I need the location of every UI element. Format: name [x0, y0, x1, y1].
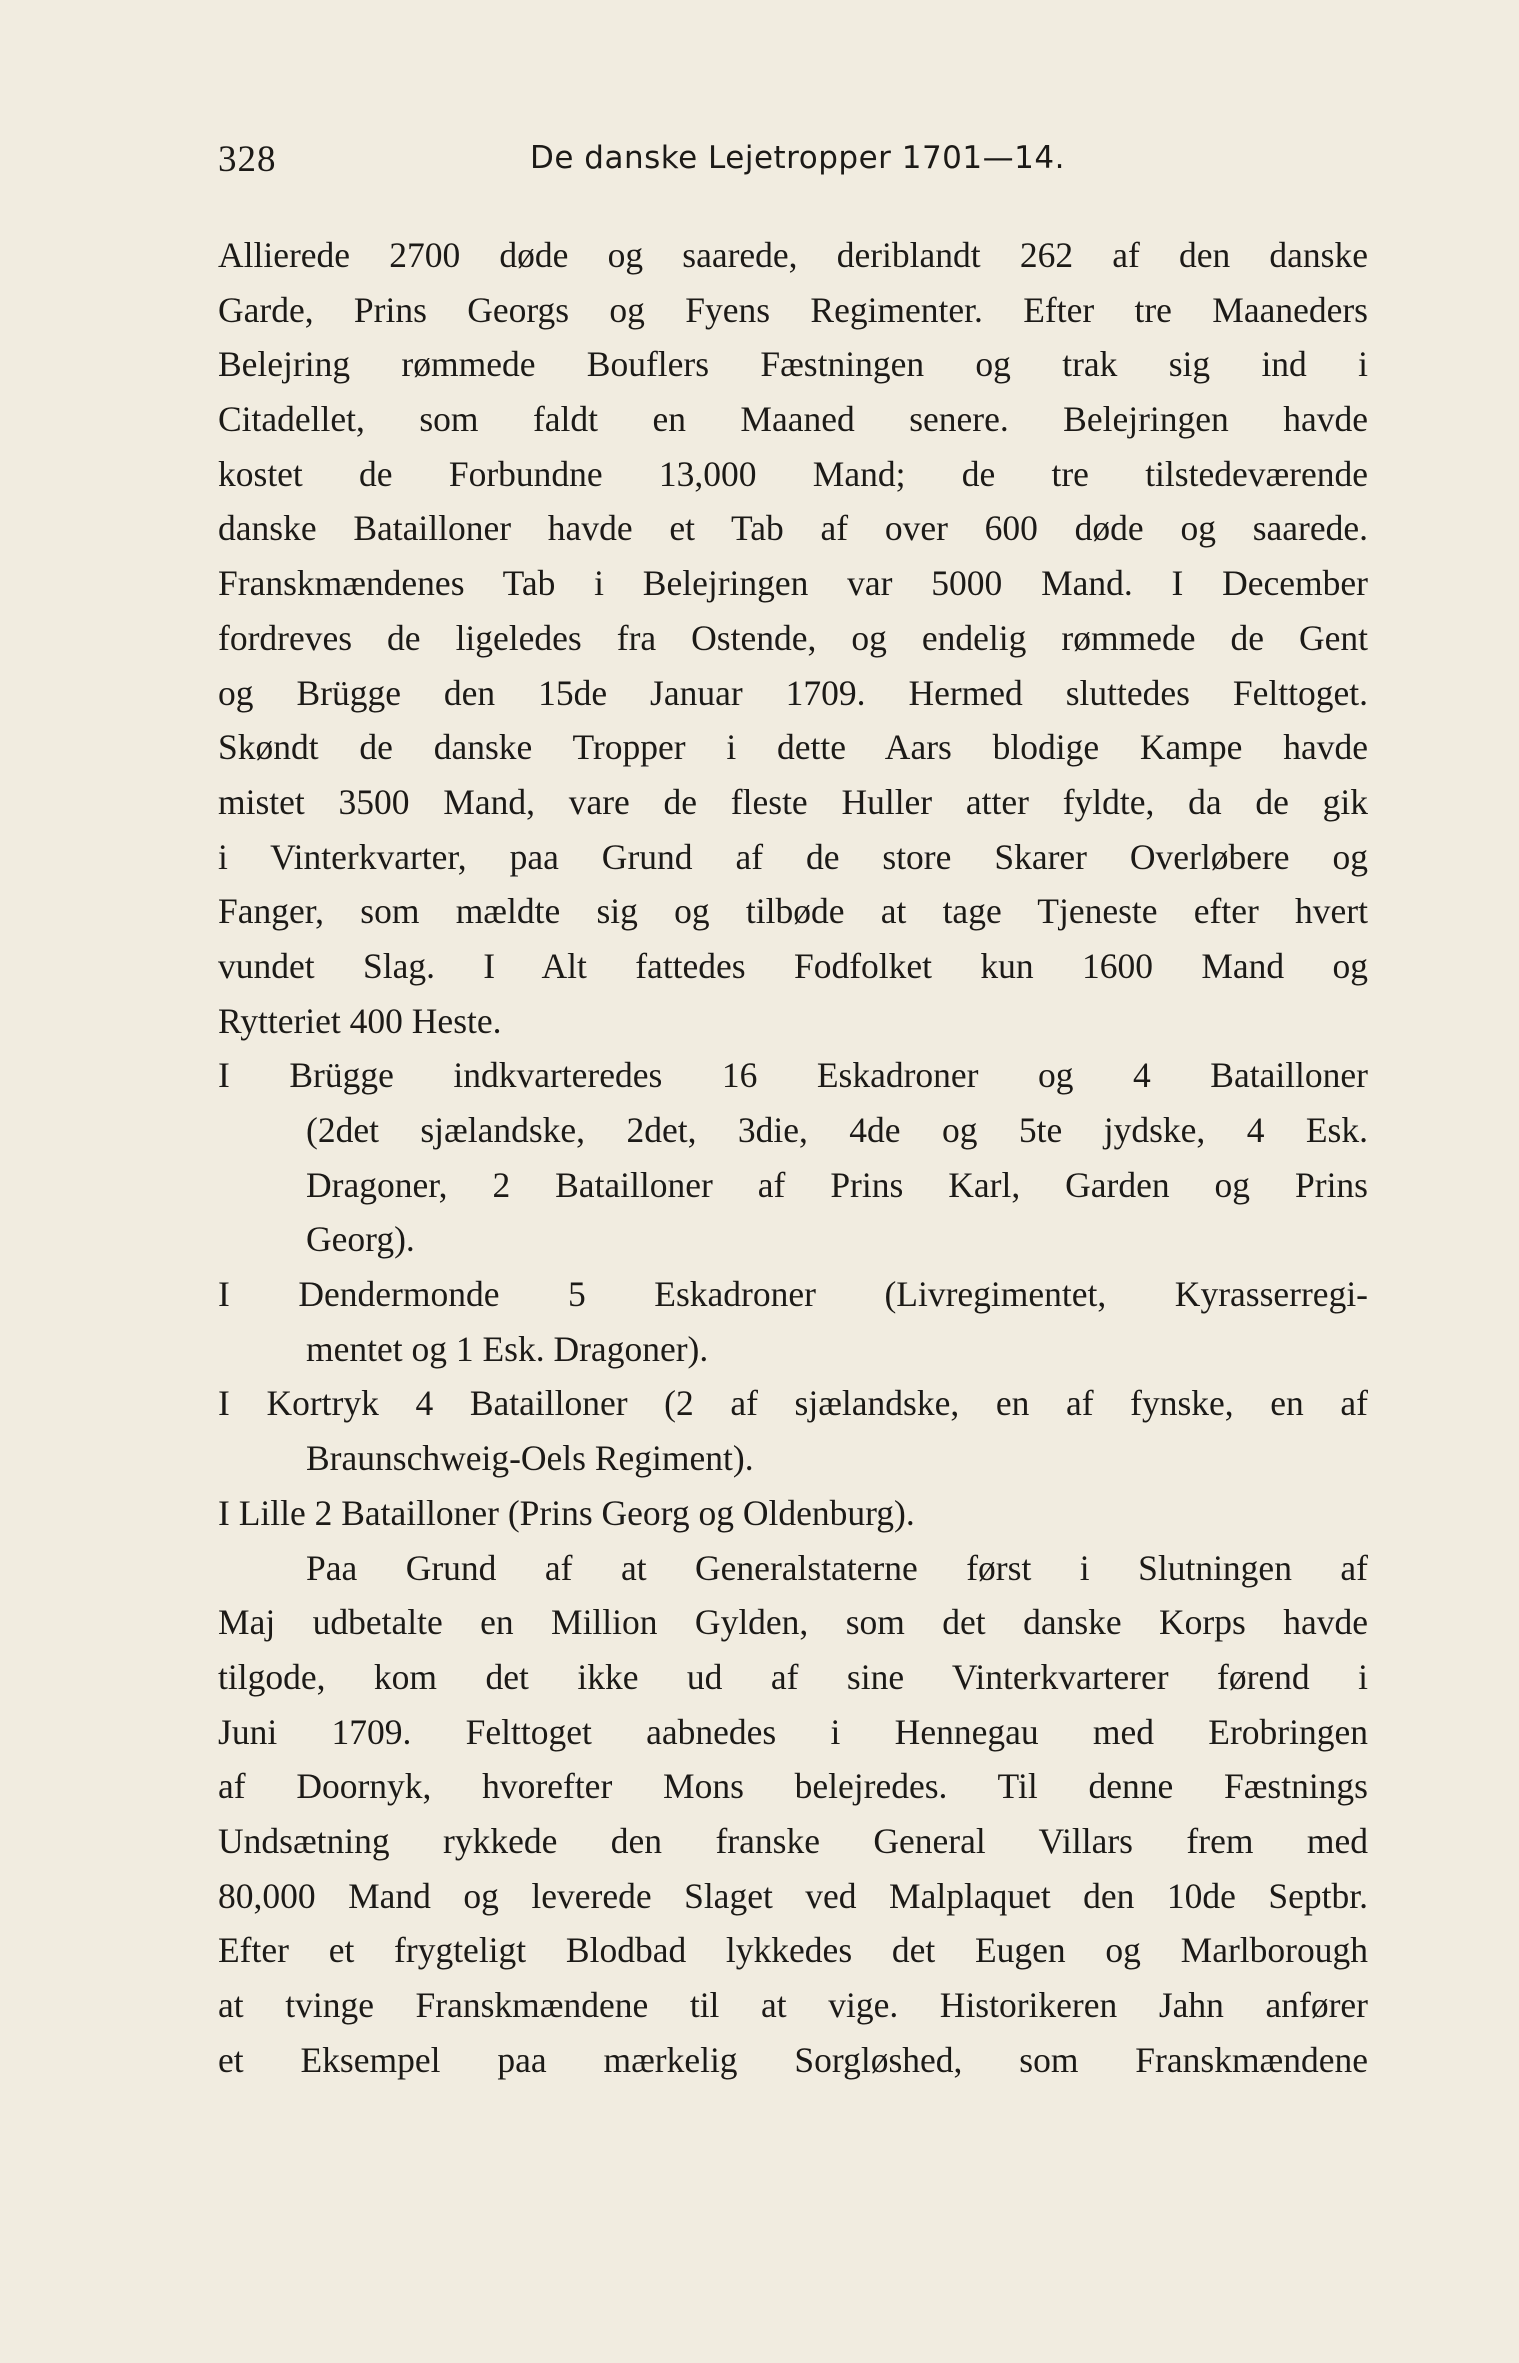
text-line: og Brügge den 15de Januar 1709. Hermed sluttedes Felttoget. [218, 672, 1368, 713]
text-line: Garde, Prins Georgs og Fyens Regimenter. Efter tre Maaneders [218, 289, 1368, 330]
list-item-continuation: Georg). [306, 1219, 415, 1260]
list-item-continuation: (2det sjælandske, 2det, 3die, 4de og 5te jydske, 4 Esk. [306, 1110, 1368, 1150]
text-line: fordreves de ligeledes fra Ostende, og endelig rømmede de Gent [218, 617, 1368, 658]
text-line: vundet Slag. I Alt fattedes Fodfolket kun 1600 Mand og [218, 945, 1368, 986]
text-line: Fanger, som mældte sig og tilbøde at tage Tjeneste efter hvert [218, 891, 1368, 932]
list-item-continuation: mentet og 1 Esk. Dragoner). [306, 1328, 709, 1369]
text-line: Skøndt de danske Tropper i dette Aars blodige Kampe havde [218, 727, 1368, 768]
list-item-line: I Lille 2 Batailloner (Prins Georg og Oldenburg). [218, 1492, 915, 1533]
text-line: at tvinge Franskmændene til at vige. Historikeren Jahn anfører [218, 1985, 1368, 2025]
list-item-line: I Dendermonde 5 Eskadroner (Livregimentet, Kyrasserregi- [218, 1274, 1368, 1315]
text-line: Maj udbetalte en Million Gylden, som det danske Korps havde [218, 1602, 1368, 1643]
list-item-continuation: Braunschweig-Oels Regiment). [306, 1438, 754, 1479]
list-item-continuation: Dragoner, 2 Batailloner af Prins Karl, Garden og Prins [306, 1164, 1368, 1205]
text-line: Rytteriet 400 Heste. [218, 1000, 502, 1041]
body-text [218, 228, 1368, 2087]
text-line: et Eksempel paa mærkelig Sorgløshed, som Franskmændene [218, 2039, 1368, 2080]
text-line: Juni 1709. Felttoget aabnedes i Hennegau med Erobringen [218, 1711, 1368, 1752]
text-line: Citadellet, som faldt en Maaned senere. Belejringen havde [218, 399, 1368, 440]
text-line: Franskmændenes Tab i Belejringen var 5000 Mand. I December [218, 563, 1368, 604]
text-line: af Doornyk, hvorefter Mons belejredes. Til denne Fæstnings [218, 1766, 1368, 1807]
text-line: Efter et frygteligt Blodbad lykkedes det Eugen og Marlborough [218, 1930, 1368, 1971]
text-line: i Vinterkvarter, paa Grund af de store Skarer Overløbere og [218, 836, 1368, 877]
text-line: Undsætning rykkede den franske General Villars frem med [218, 1820, 1368, 1861]
paragraph-first-line: Paa Grund af at Generalstaterne først i Slutningen af [306, 1547, 1368, 1588]
running-title: De danske Lejetropper 1701—14. [530, 140, 1065, 176]
text-line: danske Batailloner havde et Tab af over 600 døde og saarede. [218, 508, 1368, 549]
text-line: tilgode, kom det ikke ud af sine Vinterkvarterer førend i [218, 1656, 1368, 1697]
page-number: 328 [218, 139, 277, 180]
text-line: Belejring rømmede Bouflers Fæstningen og trak sig ind i [218, 344, 1368, 385]
list-item-line: I Brügge indkvarteredes 16 Eskadroner og 4 Batailloner [218, 1055, 1368, 1096]
text-line: mistet 3500 Mand, vare de fleste Huller atter fyldte, da de gik [218, 781, 1368, 822]
text-line: Allierede 2700 døde og saarede, deriblandt 262 af den danske [218, 235, 1368, 275]
text-line: kostet de Forbundne 13,000 Mand; de tre tilstedeværende [218, 453, 1368, 494]
running-header [218, 138, 1368, 186]
list-item-line: I Kortryk 4 Batailloner (2 af sjælandske, en af fynske, en af [218, 1383, 1368, 1424]
text-line: 80,000 Mand og leverede Slaget ved Malplaquet den 10de Septbr. [218, 1875, 1368, 1916]
